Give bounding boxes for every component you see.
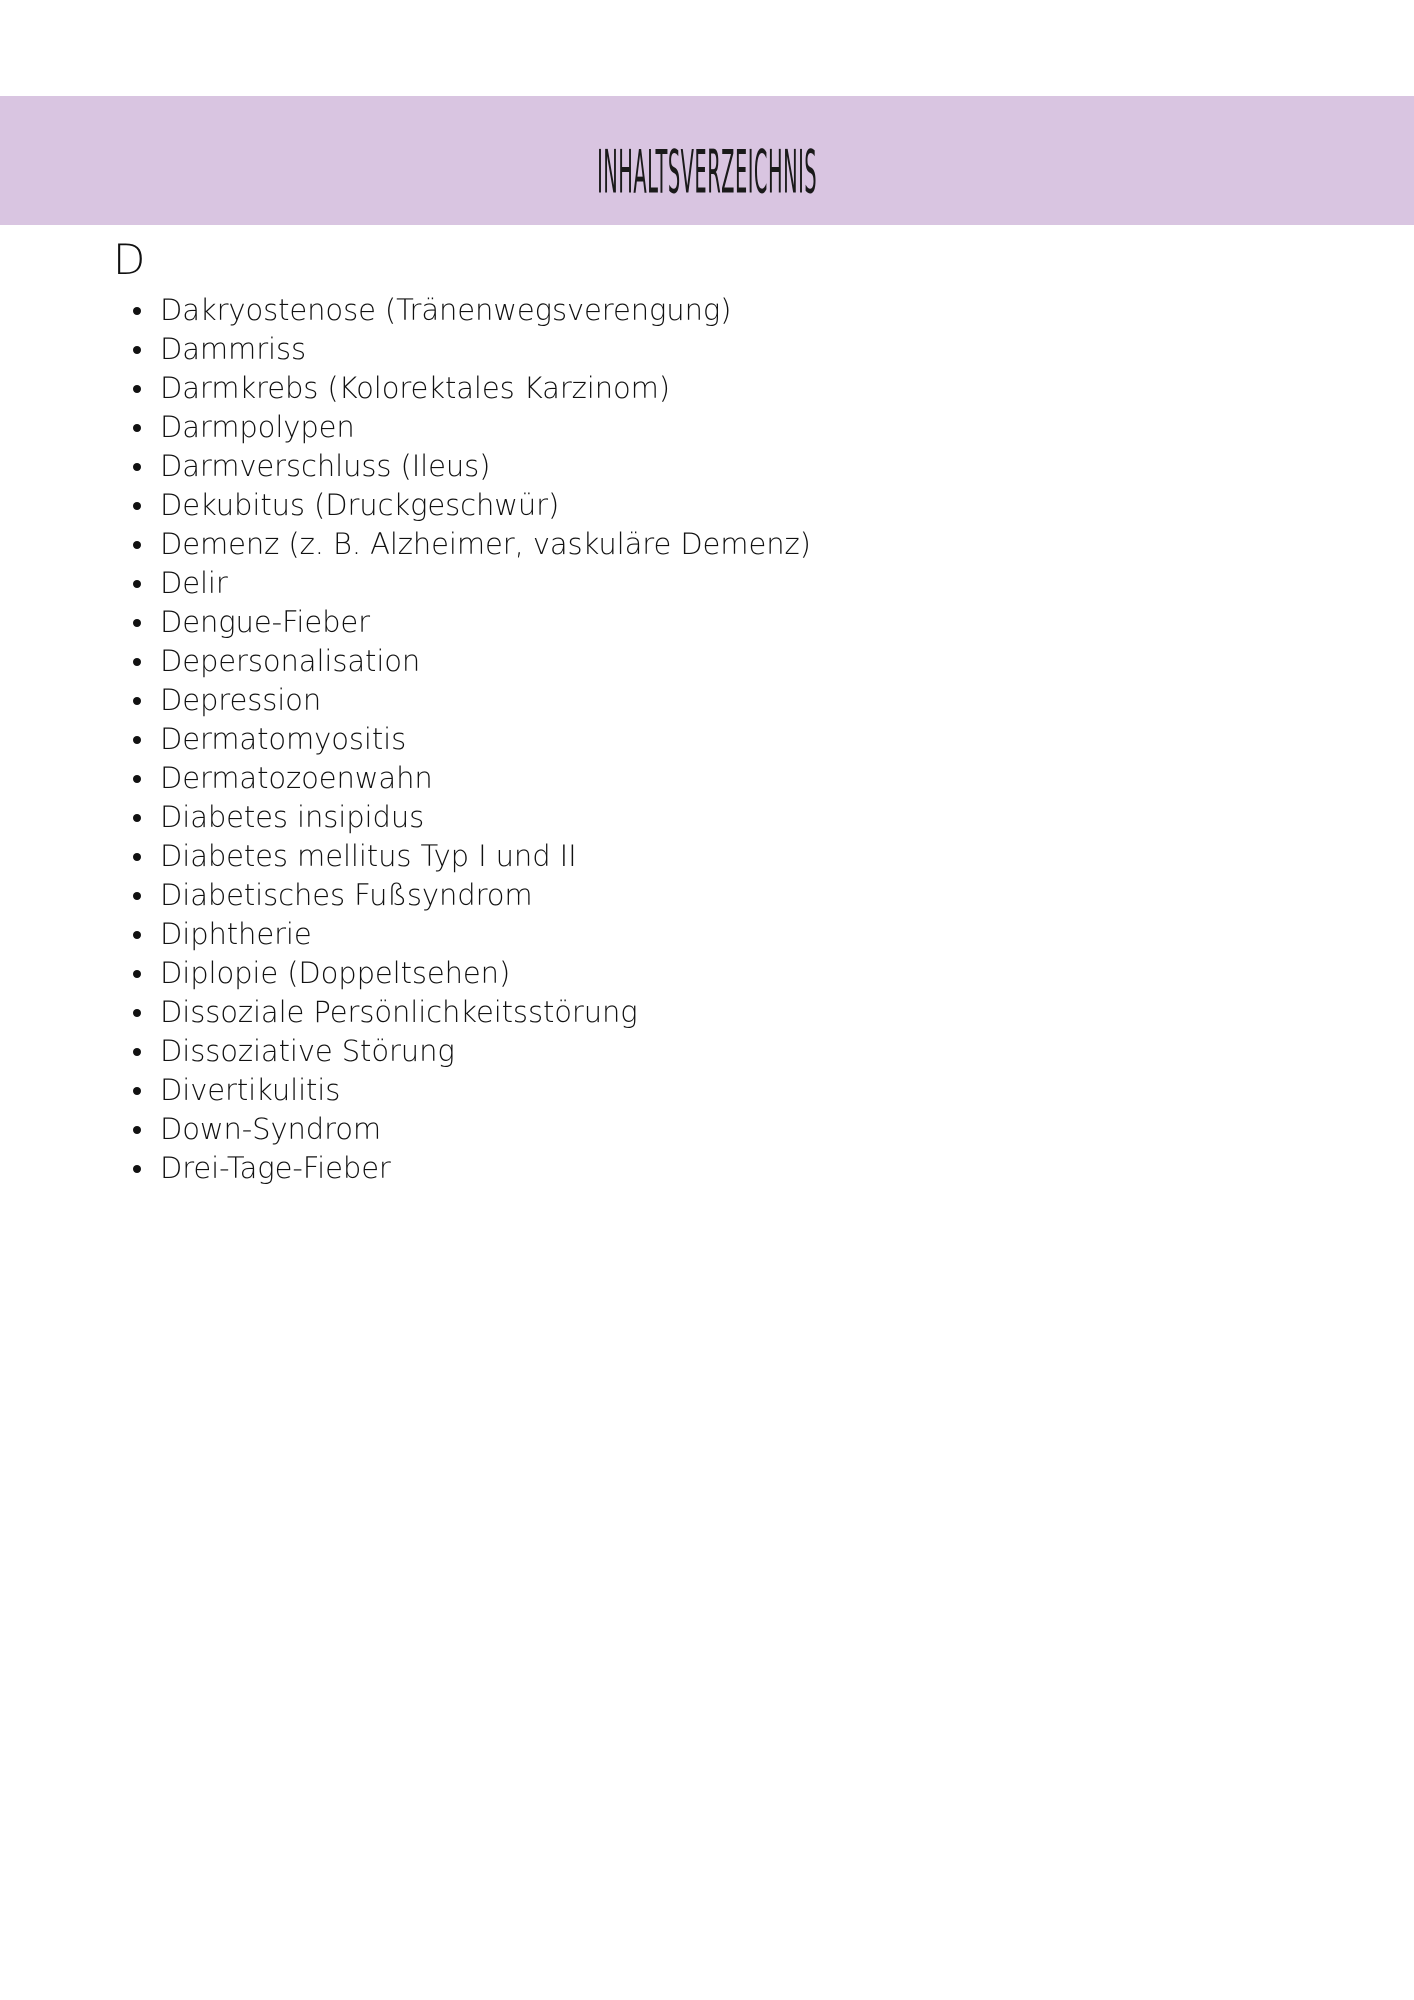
bullet-icon (133, 814, 141, 822)
list-item[interactable] (0, 1149, 811, 1188)
list-item[interactable] (0, 915, 811, 954)
bullet-icon (133, 658, 141, 666)
list-item[interactable] (0, 486, 811, 525)
list-item-label: Dissoziale Persönlichkeitsstörung (160, 995, 638, 1029)
list-item-label: Dekubitus (Druckgeschwür) (160, 488, 560, 522)
bullet-icon (133, 346, 141, 354)
list-item-label: Diabetes insipidus (160, 800, 425, 834)
bullet-icon (133, 580, 141, 588)
page-title: inhaltsverzeichnis (596, 112, 818, 213)
bullet-icon (133, 1126, 141, 1134)
bullet-icon (133, 1165, 141, 1173)
list-item-label: Diabetes mellitus Typ I und II (160, 839, 577, 873)
list-item[interactable] (0, 603, 811, 642)
list-item[interactable] (0, 993, 811, 1032)
bullet-icon (133, 1087, 141, 1095)
list-item-label: Delir (160, 566, 228, 600)
list-item-label: Depersonalisation (160, 644, 421, 678)
list-item[interactable] (0, 1071, 811, 1110)
page-header-band (0, 96, 1414, 225)
list-item-label: Darmpolypen (160, 410, 355, 444)
list-item-label: Dammriss (160, 332, 306, 366)
list-item-label: Dissoziative Störung (160, 1034, 455, 1068)
bullet-icon (133, 385, 141, 393)
list-item-label: Down-Syndrom (160, 1112, 382, 1146)
list-item[interactable] (0, 369, 811, 408)
list-item[interactable] (0, 798, 811, 837)
section-heading-letter: D (113, 235, 146, 284)
bullet-icon (133, 853, 141, 861)
list-item-label: Dermatozoenwahn (160, 761, 433, 795)
list-item-label: Drei-Tage-Fieber (160, 1151, 391, 1185)
list-item-label: Divertikulitis (160, 1073, 341, 1107)
list-item-label: Demenz (z. B. Alzheimer, vaskuläre Demenz) (160, 527, 811, 561)
list-item[interactable] (0, 837, 811, 876)
bullet-icon (133, 892, 141, 900)
bullet-icon (133, 541, 141, 549)
list-item[interactable] (0, 564, 811, 603)
list-item[interactable] (0, 408, 811, 447)
list-item-label: Darmverschluss (Ileus) (160, 449, 491, 483)
bullet-icon (133, 619, 141, 627)
bullet-icon (133, 1009, 141, 1017)
list-item-label: Dermatomyositis (160, 722, 407, 756)
bullet-icon (133, 502, 141, 510)
list-item[interactable] (0, 1110, 811, 1149)
list-item[interactable] (0, 330, 811, 369)
bullet-icon (133, 970, 141, 978)
bullet-icon (133, 307, 141, 315)
bullet-icon (133, 697, 141, 705)
list-item-label: Diplopie (Doppeltsehen) (160, 956, 511, 990)
disease-index-list (0, 291, 811, 1188)
bullet-icon (133, 424, 141, 432)
bullet-icon (133, 931, 141, 939)
list-item-label: Darmkrebs (Kolorektales Karzinom) (160, 371, 671, 405)
list-item-label: Dengue-Fieber (160, 605, 370, 639)
bullet-icon (133, 1048, 141, 1056)
list-item[interactable] (0, 447, 811, 486)
list-item[interactable] (0, 720, 811, 759)
list-item[interactable] (0, 1032, 811, 1071)
list-item[interactable] (0, 291, 811, 330)
list-item-label: Depression (160, 683, 322, 717)
bullet-icon (133, 775, 141, 783)
list-item-label: Diabetisches Fußsyndrom (160, 878, 533, 912)
bullet-icon (133, 736, 141, 744)
list-item[interactable] (0, 759, 811, 798)
list-item[interactable] (0, 876, 811, 915)
list-item[interactable] (0, 954, 811, 993)
list-item[interactable] (0, 642, 811, 681)
list-item-label: Dakryostenose (Tränenwegsverengung) (160, 293, 732, 327)
list-item-label: Diphtherie (160, 917, 312, 951)
list-item[interactable] (0, 681, 811, 720)
bullet-icon (133, 463, 141, 471)
list-item[interactable] (0, 525, 811, 564)
